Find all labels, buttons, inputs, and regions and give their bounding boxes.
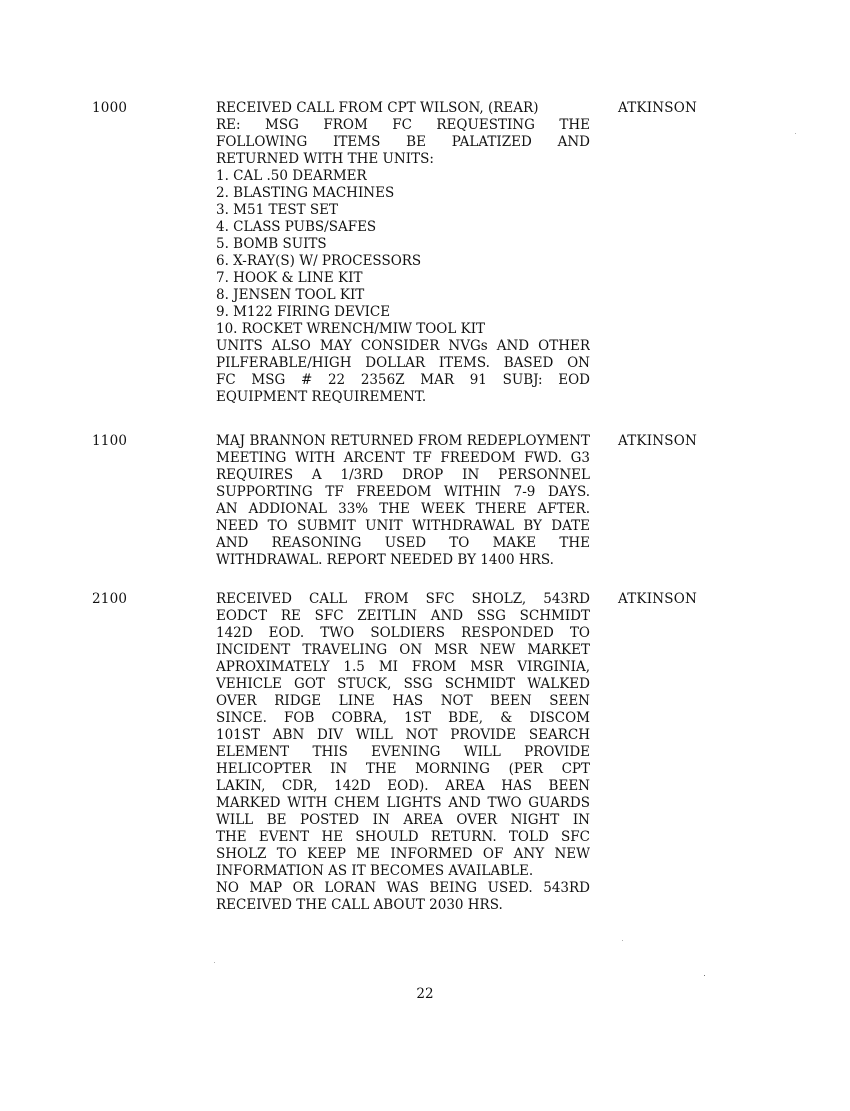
entry-line: 4. CLASS PUBS/SAFES — [216, 219, 377, 235]
entry-line: 10. ROCKET WRENCH/MIW TOOL KIT — [216, 321, 486, 337]
entry-line: MARKED WITH CHEM LIGHTS AND TWO GUARDS — [216, 795, 590, 811]
entry-body — [216, 433, 590, 569]
entry-line: PILFERABLE/HIGH DOLLAR ITEMS. BASED ON — [216, 355, 590, 371]
entry-line: OVER RIDGE LINE HAS NOT BEEN SEEN — [216, 693, 590, 709]
entry-line: WILL BE POSTED IN AREA OVER NIGHT IN — [216, 812, 590, 828]
entry-line: INCIDENT TRAVELING ON MSR NEW MARKET — [216, 642, 590, 658]
entry-line: NO MAP OR LORAN WAS BEING USED. 543RD — [216, 880, 590, 896]
scan-speck — [795, 133, 796, 134]
entry-line: SUPPORTING TF FREEDOM WITHIN 7-9 DAYS. — [216, 484, 590, 500]
scan-speck — [704, 975, 705, 976]
entry-line: 7. HOOK & LINE KIT — [216, 270, 363, 286]
entry-line: EODCT RE SFC ZEITLIN AND SSG SCHMIDT — [216, 608, 590, 624]
entry-line: FOLLOWING ITEMS BE PALATIZED AND — [216, 134, 590, 150]
entry-line: REQUIRES A 1/3RD DROP IN PERSONNEL — [216, 467, 590, 483]
entry-time: 2100 — [92, 591, 128, 607]
scan-speck — [622, 940, 623, 941]
entry-line: LAKIN, CDR, 142D EOD). AREA HAS BEEN — [216, 778, 590, 794]
entry-time: 1000 — [92, 100, 128, 116]
entry-line: 101ST ABN DIV WILL NOT PROVIDE SEARCH — [216, 727, 590, 743]
entry-line: 8. JENSEN TOOL KIT — [216, 287, 365, 303]
entry-line: RECEIVED THE CALL ABOUT 2030 HRS. — [216, 897, 503, 913]
entry-line: RECEIVED CALL FROM CPT WILSON, (REAR) — [216, 100, 539, 116]
entry-line: 142D EOD. TWO SOLDIERS RESPONDED TO — [216, 625, 590, 641]
entry-line: SHOLZ TO KEEP ME INFORMED OF ANY NEW — [216, 846, 590, 862]
entry-time: 1100 — [92, 433, 128, 449]
entry-line: RECEIVED CALL FROM SFC SHOLZ, 543RD — [216, 591, 590, 607]
scan-speck — [214, 962, 215, 963]
entry-line: 1. CAL .50 DEARMER — [216, 168, 367, 184]
entry-line: 2. BLASTING MACHINES — [216, 185, 395, 201]
entry-line: UNITS ALSO MAY CONSIDER NVGs AND OTHER — [216, 338, 590, 354]
entry-line: 3. M51 TEST SET — [216, 202, 338, 218]
entry-line: MAJ BRANNON RETURNED FROM REDEPLOYMENT — [216, 433, 590, 449]
entry-line: WITHDRAWAL. REPORT NEEDED BY 1400 HRS. — [216, 552, 554, 568]
entry-line: SINCE. FOB COBRA, 1ST BDE, & DISCOM — [216, 710, 590, 726]
entry-line: VEHICLE GOT STUCK, SSG SCHMIDT WALKED — [216, 676, 590, 692]
entry-body — [216, 591, 590, 914]
entry-line: INFORMATION AS IT BECOMES AVAILABLE. — [216, 863, 534, 879]
entry-line: 9. M122 FIRING DEVICE — [216, 304, 391, 320]
entry-initials: ATKINSON — [618, 433, 697, 449]
entry-initials: ATKINSON — [618, 591, 697, 607]
entry-line: 6. X-RAY(S) W/ PROCESSORS — [216, 253, 422, 269]
entry-line: MEETING WITH ARCENT TF FREEDOM FWD. G3 — [216, 450, 590, 466]
entry-line: APROXIMATELY 1.5 MI FROM MSR VIRGINIA, — [216, 659, 590, 675]
entry-line: AN ADDIONAL 33% THE WEEK THERE AFTER. — [216, 501, 590, 517]
entry-line: AND REASONING USED TO MAKE THE — [216, 535, 590, 551]
entry-line: RE: MSG FROM FC REQUESTING THE — [216, 117, 590, 133]
entry-line: HELICOPTER IN THE MORNING (PER CPT — [216, 761, 590, 777]
entry-line: 5. BOMB SUITS — [216, 236, 327, 252]
entry-line: THE EVENT HE SHOULD RETURN. TOLD SFC — [216, 829, 590, 845]
entry-line: EQUIPMENT REQUIREMENT. — [216, 389, 427, 405]
entry-line: ELEMENT THIS EVENING WILL PROVIDE — [216, 744, 590, 760]
entry-body — [216, 100, 590, 406]
entry-line: RETURNED WITH THE UNITS: — [216, 151, 434, 167]
entry-initials: ATKINSON — [618, 100, 697, 116]
entry-line: NEED TO SUBMIT UNIT WITHDRAWAL BY DATE — [216, 518, 590, 534]
entry-line: FC MSG # 22 2356Z MAR 91 SUBJ: EOD — [216, 372, 590, 388]
page-number: 22 — [416, 986, 434, 1002]
